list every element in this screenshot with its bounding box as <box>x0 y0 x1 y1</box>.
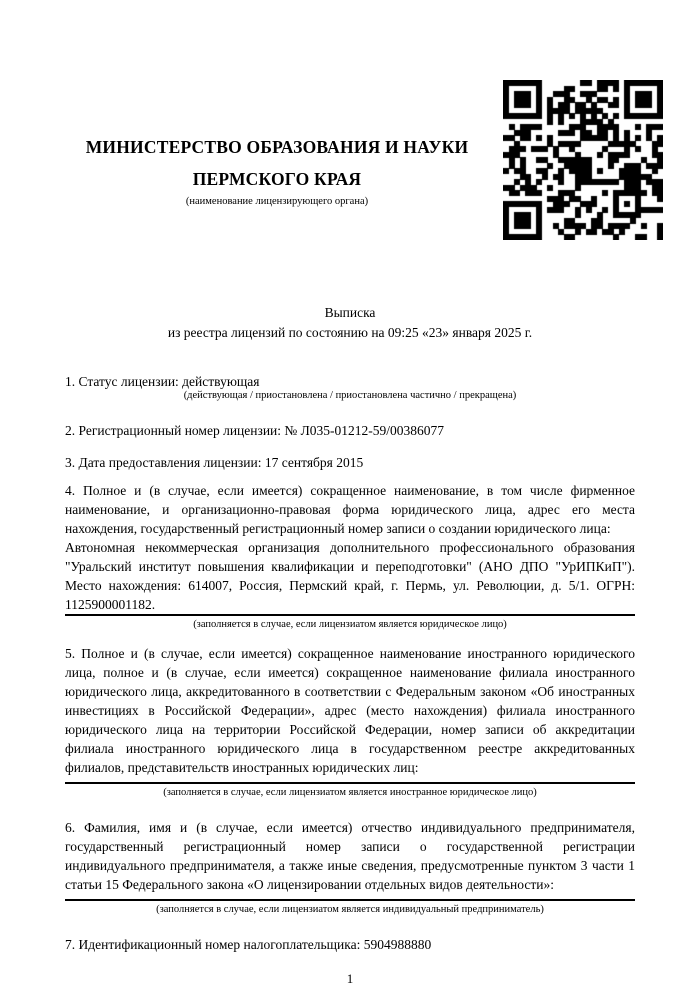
page-number: 1 <box>346 971 354 986</box>
item-individual-entrepreneur-question: 6. Фамилия, имя и (в случае, если имеется) отчество индивидуального предпринимателя, государственный регистрационный номер записи о государственной регистрации индивидуального предпринимателя, а также иные сведения, предусмотренные пунктом 3 части 1 статьи 15 Федерального закона «О лицензировании отдельных видов деятельности»: <box>65 820 635 892</box>
item-registration-number: 2. Регистрационный номер лицензии: № Л035-01212-59/00386077 <box>65 423 445 438</box>
item-foreign-entity-caption: (заполняется в случае, если лицензиатом является иностранное юридическое лицо) <box>163 787 537 798</box>
item-legal-entity-caption: (заполняется в случае, если лицензиатом является юридическое лицо) <box>193 619 507 630</box>
item-grant-date: 3. Дата предоставления лицензии: 17 сентября 2015 <box>65 455 364 470</box>
document-title: Выписка <box>324 305 376 320</box>
ministry-name-line1: МИНИСТЕРСТВО ОБРАЗОВАНИЯ И НАУКИ <box>85 137 469 157</box>
individual-entrepreneur-blank-answer-line <box>65 894 635 901</box>
ministry-name-line2: ПЕРМСКОГО КРАЯ <box>192 169 362 189</box>
item-individual-entrepreneur-caption: (заполняется в случае, если лицензиатом является индивидуальный предприниматель) <box>156 904 544 915</box>
item-legal-entity-question: 4. Полное и (в случае, если имеется) сокращенное наименование, в том числе фирменное наименование, и организационно-правовая форма юридического лица, адрес его места нахождения, государственный регистрационный номер записи о создании юридического лица: <box>65 483 635 536</box>
item-license-status: 1. Статус лицензии: действующая <box>65 374 260 389</box>
item-legal-entity-answer: Автономная некоммерческая организация дополнительного профессионального образования "Уральский институт повышения квалификации и переподготовки" (АНО ДПО "УрИПКиП"). Место нахождения: 614007, Россия, Пермский край, г. Пермь, ул. Революции, д. 5/1. ОГРН: 1125900001182. <box>65 538 635 616</box>
foreign-entity-blank-answer-line <box>65 777 635 784</box>
item-foreign-entity-question: 5. Полное и (в случае, если имеется) сокращенное наименование иностранного юридического лица, полное и (в случае, если имеется) сокращенное наименование филиала иностранного юридического лица, аккредитованного в соответствии с Федеральным законом «Об иностранных инвестициях в Российской Федерации», адрес (место нахождения) филиала иностранного юридического лица на территории Российской Федерации, номер записи об аккредитации филиала иностранного юридического лица в государственном реестре аккредитованных филиалов, представительств иностранных юридических лиц: <box>65 646 635 775</box>
licensing-authority-caption: (наименование лицензирующего органа) <box>185 196 369 207</box>
item-license-status-caption: (действующая / приостановлена / приостановлена частично / прекращена) <box>183 390 517 401</box>
item-taxpayer-number: 7. Идентификационный номер налогоплательщика: 5904988880 <box>65 937 432 952</box>
document-title-date-line: из реестра лицензий по состоянию на 09:25 «23» января 2025 г. <box>167 325 533 340</box>
document-content <box>65 0 635 986</box>
licensing-authority-name <box>65 131 489 195</box>
document-title-block <box>65 303 635 343</box>
